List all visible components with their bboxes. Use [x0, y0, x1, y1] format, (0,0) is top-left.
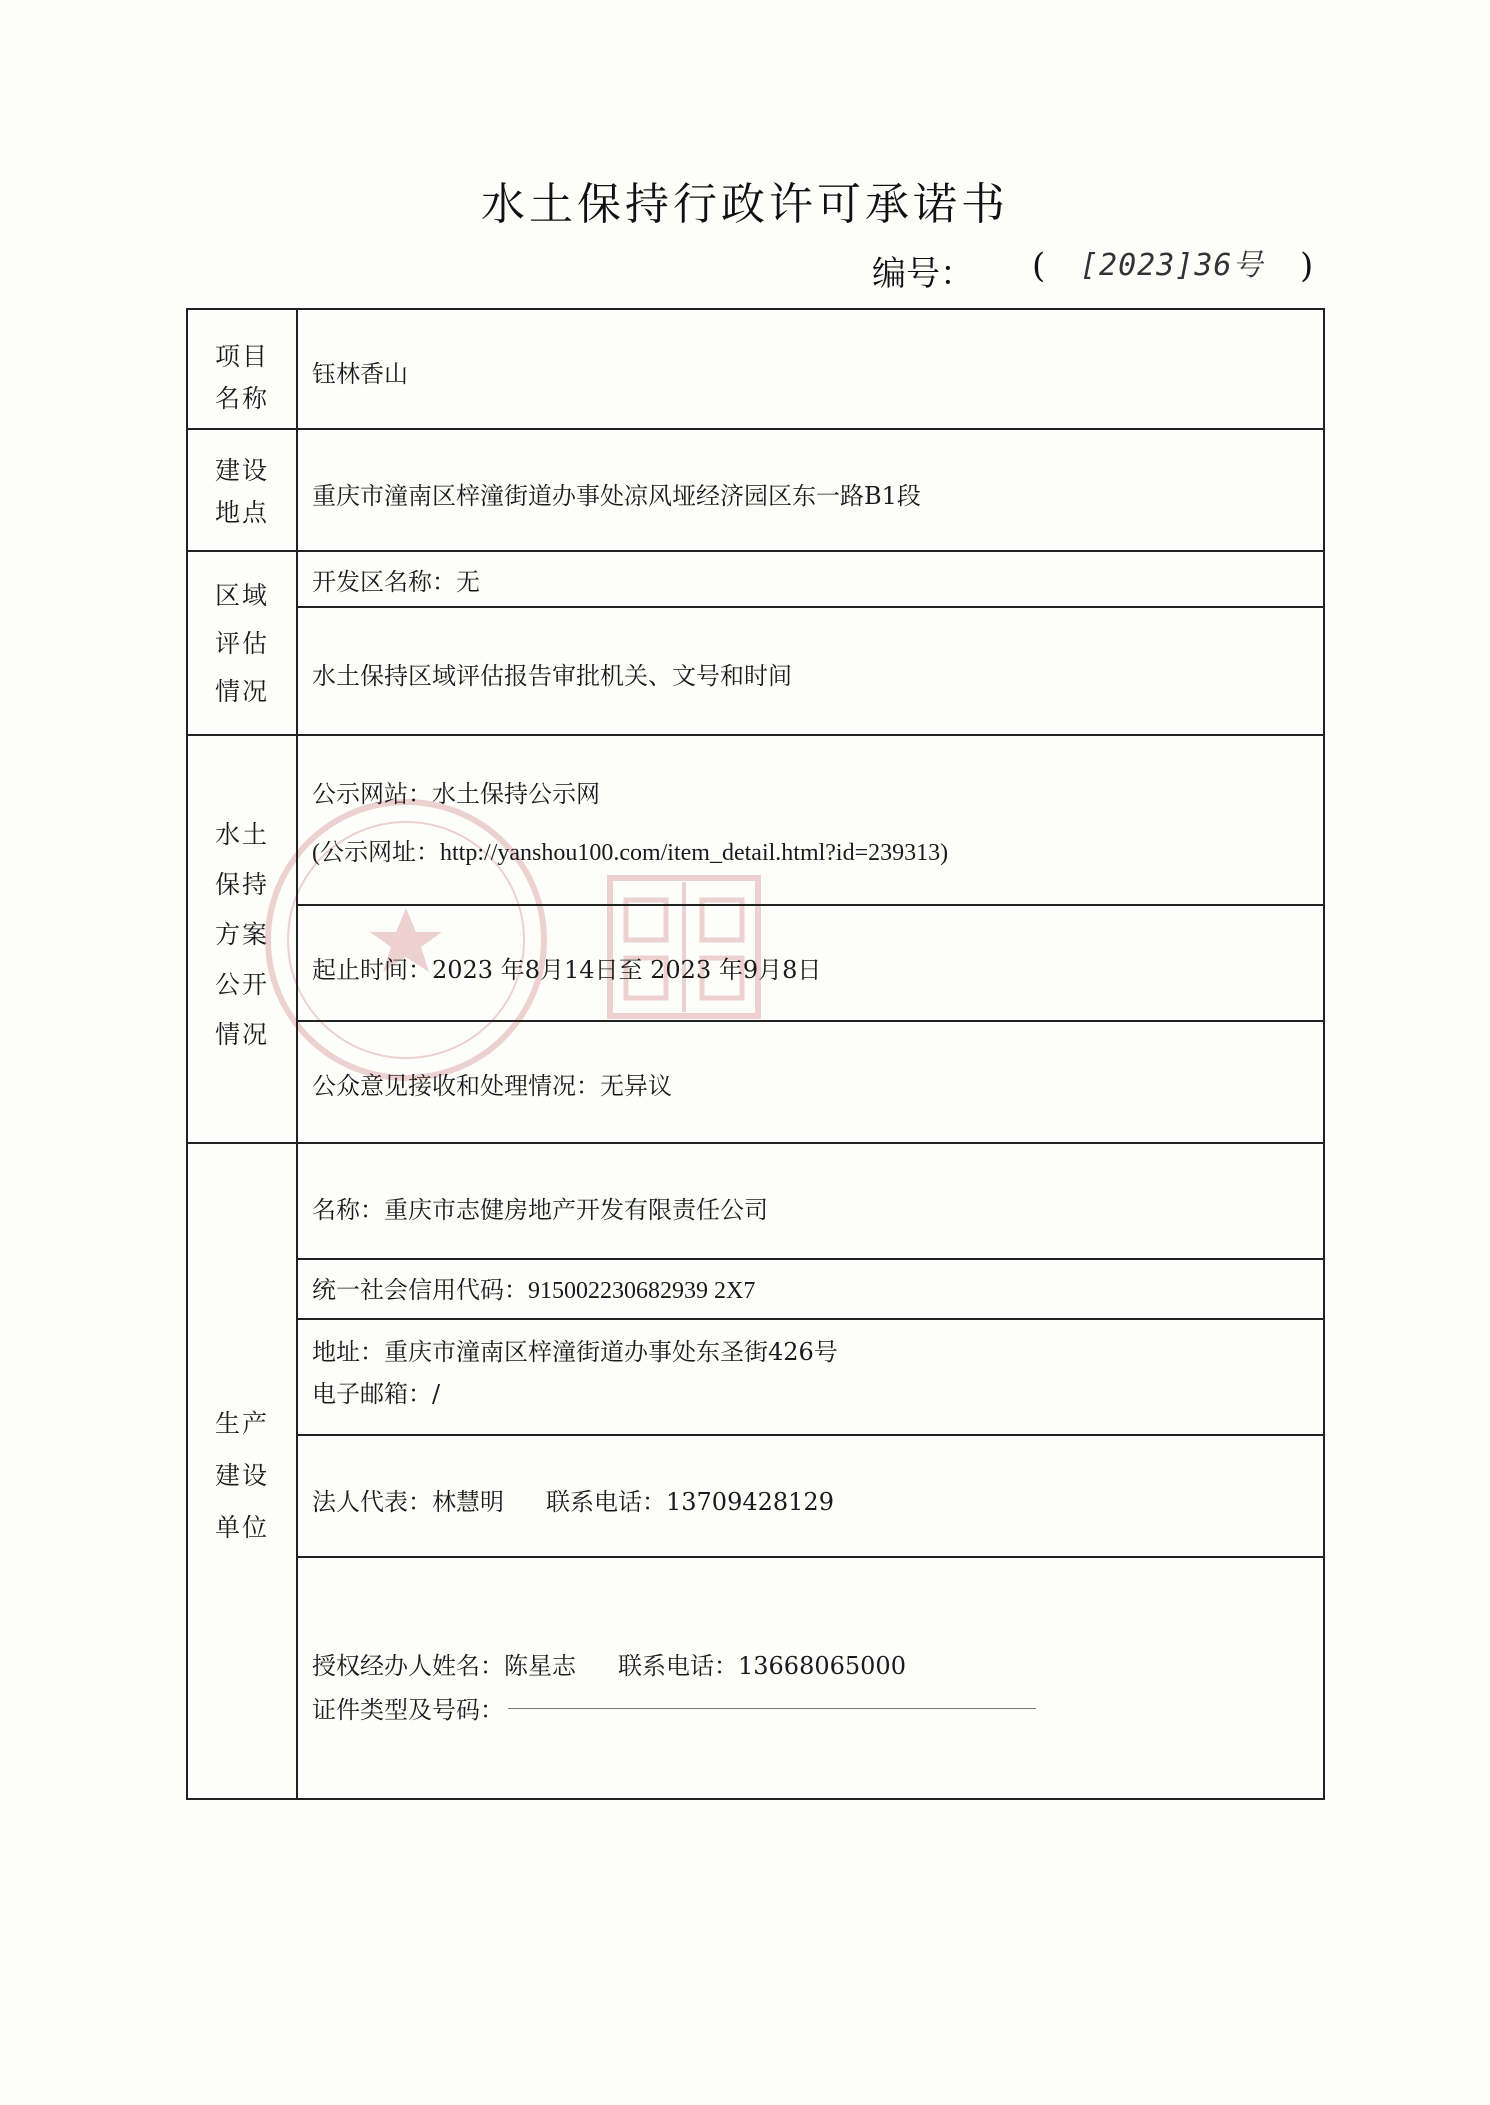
- number-label: 编号：: [872, 254, 974, 294]
- label-line: 项目: [214, 342, 269, 371]
- legal-phone: 联系电话：13709428129: [546, 1488, 834, 1516]
- label-line: 公开: [214, 970, 269, 999]
- label-line: 地点: [214, 498, 269, 527]
- cell-divider: [296, 606, 1323, 608]
- label-line: 评估: [214, 629, 269, 658]
- cell-divider: [296, 1434, 1323, 1436]
- document-title: 水土保持行政许可承诺书: [481, 179, 1009, 230]
- number-value: [2023]36号: [1080, 248, 1264, 283]
- commitment-table: [186, 308, 1325, 1800]
- row-divider: [188, 1142, 1323, 1144]
- credit-code: 统一社会信用代码：915002230682939 2X7: [312, 1278, 756, 1304]
- label-column-divider: [296, 310, 298, 1798]
- label-line: 建设: [214, 456, 269, 485]
- regional-report-value: 水土保持区域评估报告审批机关、文号和时间: [312, 662, 792, 690]
- regional-label: [188, 572, 296, 716]
- label-line: 生产: [214, 1409, 269, 1438]
- public-opinion: 公众意见接收和处理情况：无异议: [312, 1072, 672, 1100]
- label-line: 情况: [214, 677, 269, 706]
- label-line: 名称: [214, 384, 269, 413]
- label-line: 情况: [214, 1020, 269, 1049]
- builder-address: 地址：重庆市潼南区梓潼街道办事处东圣街426号: [312, 1338, 838, 1366]
- cell-divider: [296, 1556, 1323, 1558]
- id-type-label: 证件类型及号码：: [312, 1696, 504, 1724]
- label-line: 保持: [214, 870, 269, 899]
- publicity-url: (公示网址：http://yanshou100.com/item_detail.html?id=239313): [312, 840, 949, 866]
- zone-name-value: 开发区名称：无: [312, 568, 480, 596]
- row-divider: [188, 550, 1323, 552]
- agent-name: 授权经办人姓名：陈星志: [312, 1652, 576, 1680]
- cell-divider: [296, 904, 1323, 906]
- site-label: [188, 450, 296, 534]
- row-divider: [188, 734, 1323, 736]
- publicity-period: 起止时间：2023 年8月14日至 2023 年9月8日: [312, 956, 822, 984]
- label-line: 区域: [214, 581, 269, 610]
- document-number: [872, 246, 1314, 295]
- row-divider: [188, 428, 1323, 430]
- builder-label: [188, 1398, 296, 1554]
- builder-name: 名称：重庆市志健房地产开发有限责任公司: [312, 1196, 768, 1224]
- cell-divider: [296, 1020, 1323, 1022]
- publicity-label: [188, 810, 296, 1060]
- label-line: 方案: [214, 920, 269, 949]
- label-line: 建设: [214, 1461, 269, 1490]
- site-value: 重庆市潼南区梓潼街道办事处凉风垭经济园区东一路B1段: [312, 482, 921, 510]
- label-line: 单位: [214, 1513, 269, 1542]
- cell-divider: [296, 1258, 1323, 1260]
- project-name-value: 钰林香山: [312, 360, 408, 388]
- publicity-website: 公示网站：水土保持公示网: [312, 780, 600, 808]
- legal-representative: 法人代表：林慧明: [312, 1488, 504, 1516]
- project-name-label: [188, 336, 296, 420]
- label-line: 水土: [214, 820, 269, 849]
- number-open-paren: (: [1032, 246, 1046, 286]
- agent-phone: 联系电话：13668065000: [618, 1652, 906, 1680]
- cell-divider: [296, 1318, 1323, 1320]
- number-close-paren: ): [1300, 246, 1314, 286]
- id-number-blank: [508, 1708, 1036, 1709]
- builder-email: 电子邮箱：/: [312, 1380, 441, 1408]
